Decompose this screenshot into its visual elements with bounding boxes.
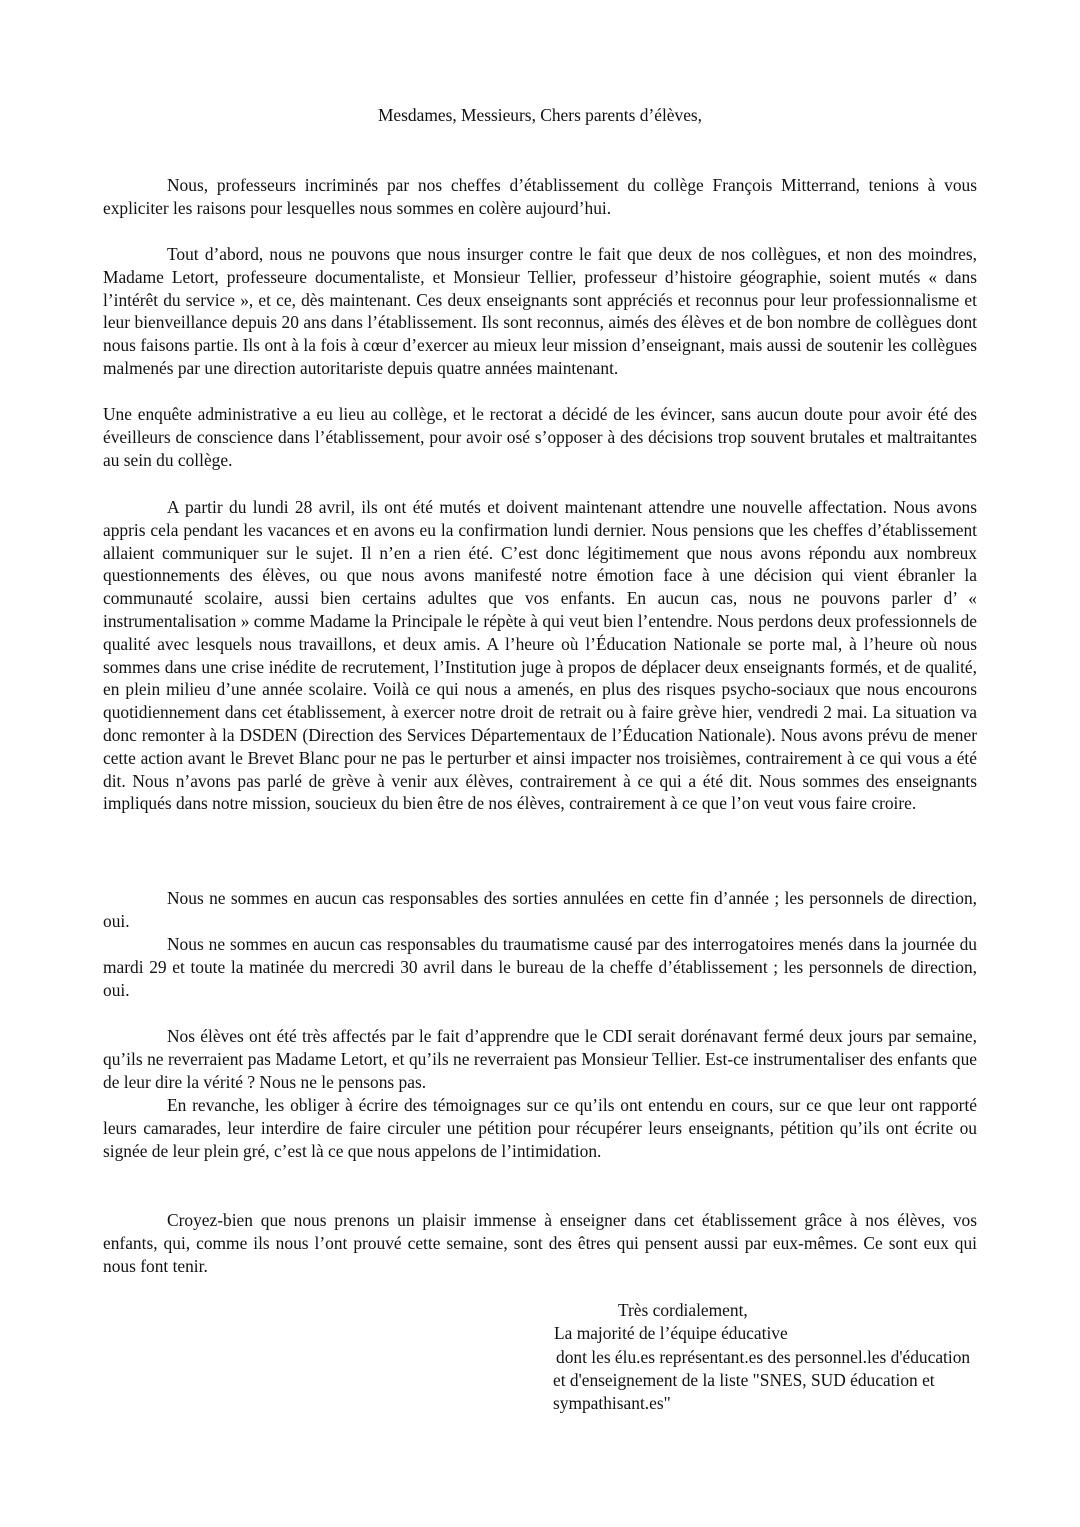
paragraph-intimidation: En revanche, les obliger à écrire des témoignages sur ce qu’ils ont entendu en cours, sur ce que leur ont rapporté leurs camarades, leur interdire de faire circuler une pétition pour récupérer leurs enseignants, pétition qu’ils ont écrite ou signée de leur plein gré, c’est là ce que nous appelons de l’intimidation. [103, 1095, 977, 1161]
salutation: Mesdames, Messieurs, Chers parents d’élèves, [377, 105, 703, 125]
paragraph-administrative-inquiry: Une enquête administrative a eu lieu au collège, et le rectorat a décidé de les évincer, sans aucun doute pour avoir été des éveilleurs de conscience dans l’établissement, pour avoir osé s’opposer à des décisions trop souvent brutales et maltraitantes au sein du collège. [103, 404, 977, 470]
signature-line: sympathisant.es" [553, 1393, 671, 1413]
closing-greeting: Très cordialement, [618, 1300, 748, 1320]
signature-line: et d'enseignement de la liste "SNES, SUD éducation et [553, 1370, 935, 1390]
paragraph-interrogations: Nous ne sommes en aucun cas responsables du traumatisme causé par des interrogatoires menés dans la journée du mardi 29 et toute la matinée du mercredi 30 avril dans le bureau de la cheffe d’établissement ; les personnels de direction, oui. [103, 934, 977, 1000]
paragraph-conclusion: Croyez-bien que nous prenons un plaisir immense à enseigner dans cet établissement grâce à nos élèves, vos enfants, qui, comme ils nous l’ont prouvé cette semaine, sont des êtres qui pensent aussi par eux-mêmes. Ce sont eux qui nous font tenir. [103, 1210, 977, 1276]
paragraph-intro: Nous, professeurs incriminés par nos cheffes d’établissement du collège François Mitterrand, tenions à vous expliciter les raisons pour lesquelles nous sommes en colère aujourd’hui. [103, 175, 977, 218]
paragraph-strike-explanation: A partir du lundi 28 avril, ils ont été mutés et doivent maintenant attendre une nouvelle affectation. Nous avons appris cela pendant les vacances et en avons eu la confirmation lundi dernier. Nous pensions que les cheffes d’établissement allaient communiquer sur le sujet. Il n’en a rien été. C’est donc légitimement que nous avons répondu aux nombreux questionnements des élèves, ou que nous avons manifesté notre émotion face à une décision qui vient ébranler la communauté scolaire, aussi bien certains adultes que vos enfants. En aucun cas, nous ne pouvons parler d’ « instrumentalisation » comme Madame la Principale le répète à qui veut bien l’entendre. Nous perdons deux professionnels de qualité avec lesquels nous travaillons, et deux amis. A l’heure où l’Éducation Nationale se porte mal, à l’heure où nous sommes dans une crise inédite de recrutement, l’Institution juge à propos de déplacer deux enseignants formés, et de qualité, en plein milieu d’une année scolaire. Voilà ce qui nous a amenés, en plus des risques psycho-sociaux que nous encourons quotidiennement dans cet établissement, à exercer notre droit de retrait ou à faire grève hier, vendredi 2 mai. La situation va donc remonter à la DSDEN (Direction des Services Départementaux de l’Éducation Nationale). Nous avons prévu de mener cette action avant le Brevet Blanc pour ne pas le perturber et ainsi impacter nos troisièmes, contrairement à ce qui vous a été dit. Nous n’avons pas parlé de grève à venir aux élèves, contrairement à ce qui a été dit. Nous sommes des enseignants impliqués dans notre mission, soucieux du bien être de nos élèves, contrairement à ce que l’on veut vous faire croire. [103, 497, 977, 814]
paragraph-colleagues-transfer: Tout d’abord, nous ne pouvons que nous insurger contre le fait que deux de nos collègues, et non des moindres, Madame Letort, professeure documentaliste, et Monsieur Tellier, professeur d’histoire géographie, soient mutés « dans l’intérêt du service », et ce, dès maintenant. Ces deux enseignants sont appréciés et reconnus pour leur professionnalisme et leur bienveillance depuis 20 ans dans l’établissement. Ils sont reconnus, aimés des élèves et de bon nombre de collègues dont nous faisons partie. Ils ont à la fois à cœur d’exercer au mieux leur mission d’enseignant, mais aussi de soutenir les collègues malmenés par une direction autoritariste depuis quatre années maintenant. [103, 244, 977, 378]
paragraph-cancelled-trips: Nous ne sommes en aucun cas responsables des sorties annulées en cette fin d’année ; les personnels de direction, oui. [103, 888, 977, 931]
paragraph-students-affected: Nos élèves ont été très affectés par le fait d’apprendre que le CDI serait dorénavant fermé deux jours par semaine, qu’ils ne reverraient pas Madame Letort, et qu’ils ne reverraient pas Monsieur Tellier. Est-ce instrumentaliser des enfants que de leur dire la vérité ? Nous ne le pensons pas. [103, 1026, 977, 1092]
signature-line: La majorité de l’équipe éducative [554, 1323, 788, 1343]
signature-line: dont les élu.es représentant.es des personnel.les d'éducation [556, 1347, 971, 1367]
